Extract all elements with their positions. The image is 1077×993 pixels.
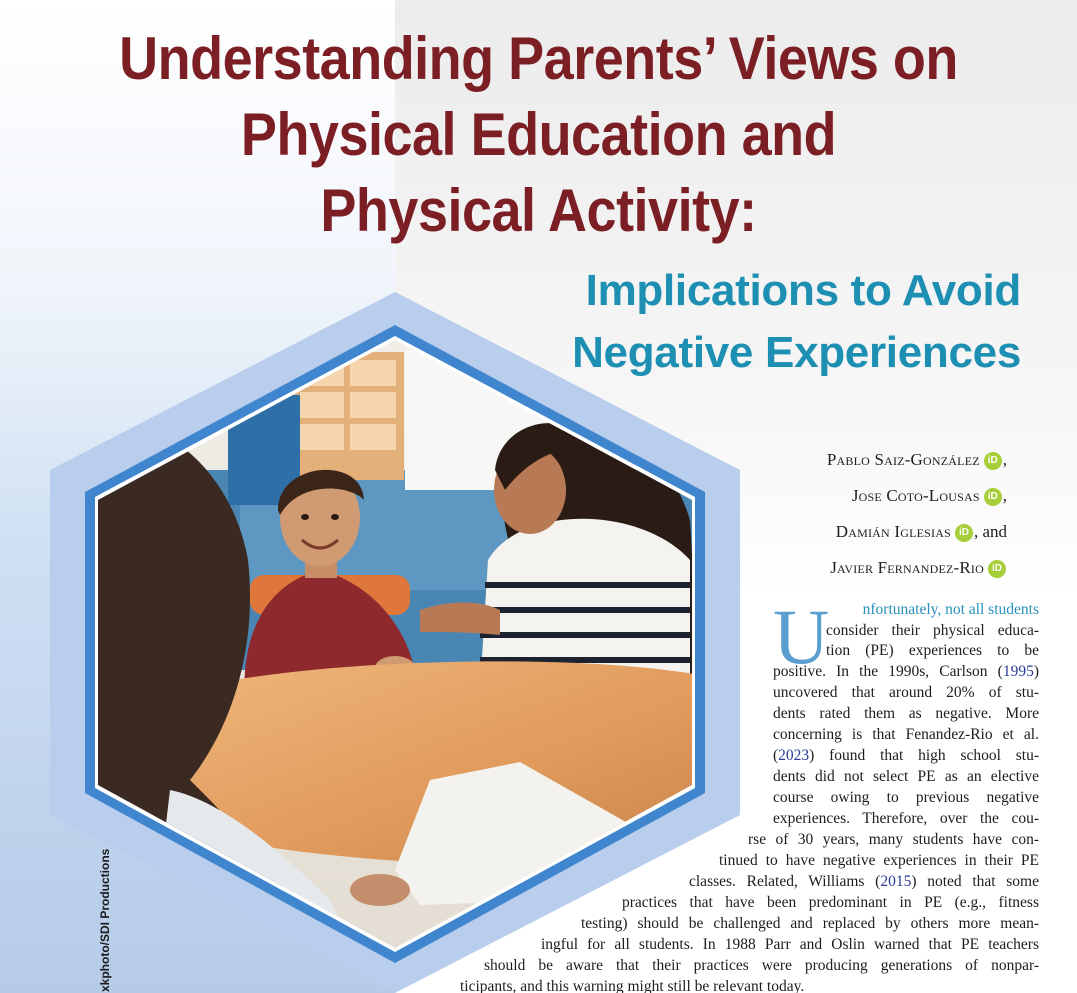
orcid-icon[interactable]: iD [984,488,1002,506]
body-line: should be aware that their practices were producing generations of nonpar- [484,957,1039,974]
title-line: Physical Education and [240,101,837,169]
citation-link[interactable]: 1995 [1002,663,1034,680]
author-separator: , and [973,522,1007,541]
body-line: dents rated them as negative. More [773,705,1039,722]
body-line: uncovered that around 20% of stu- [773,684,1039,701]
author-name: Damián Iglesias [835,522,951,541]
subtitle-line: Implications to Avoid [585,266,1021,315]
title-line: Physical Activity: [320,177,757,245]
citation-link[interactable]: 2015 [880,873,912,890]
body-line: nfortunately, not all students [862,601,1039,618]
author-separator: , [1002,450,1007,469]
author-name: Jose Coto-Lousas [851,486,980,505]
body-line: concerning is that Fenandez-Rio et al. [773,726,1039,743]
author-separator: , [1002,486,1007,505]
body-line: practices that have been predominant in PE (e.g., fitness [622,894,1039,911]
subtitle-line: Negative Experiences [572,328,1021,377]
author-name: Javier Fernandez-Rio [830,558,984,577]
body-line: consider their physical educa- [826,622,1039,639]
orcid-icon[interactable]: iD [984,452,1002,470]
body-line: ticipants, and this warning might still be relevant today. [460,978,805,993]
author-name: Pablo Saiz-González [826,450,980,469]
body-line: tion (PE) experiences to be [826,642,1039,659]
photo-credit: xkphoto/SDI Productions [98,848,112,992]
title-line: Understanding Parents’ Views on [119,25,958,93]
body-line: testing) should be challenged and replaced by others more mean- [581,915,1039,932]
drop-cap: U [773,593,830,680]
body-line: (2023) found that high school stu- [773,747,1039,764]
body-line: rse of 30 years, many students have con- [748,831,1039,848]
body-line: experiences. Therefore, over the cou- [773,810,1039,827]
body-line: dents did not select PE as an elective [773,768,1039,785]
body-line: ingful for all students. In 1988 Parr and Oslin warned that PE teachers [541,936,1039,953]
orcid-icon[interactable]: iD [955,524,973,542]
body-line: classes. Related, Williams (2015) noted that some [689,873,1039,890]
citation-link[interactable]: 2023 [778,747,810,764]
body-line: positive. In the 1990s, Carlson (1995) [773,663,1039,680]
body-line: tinued to have negative experiences in their PE [719,852,1039,869]
orcid-icon[interactable]: iD [988,560,1006,578]
body-line: course owing to previous negative [773,789,1039,806]
